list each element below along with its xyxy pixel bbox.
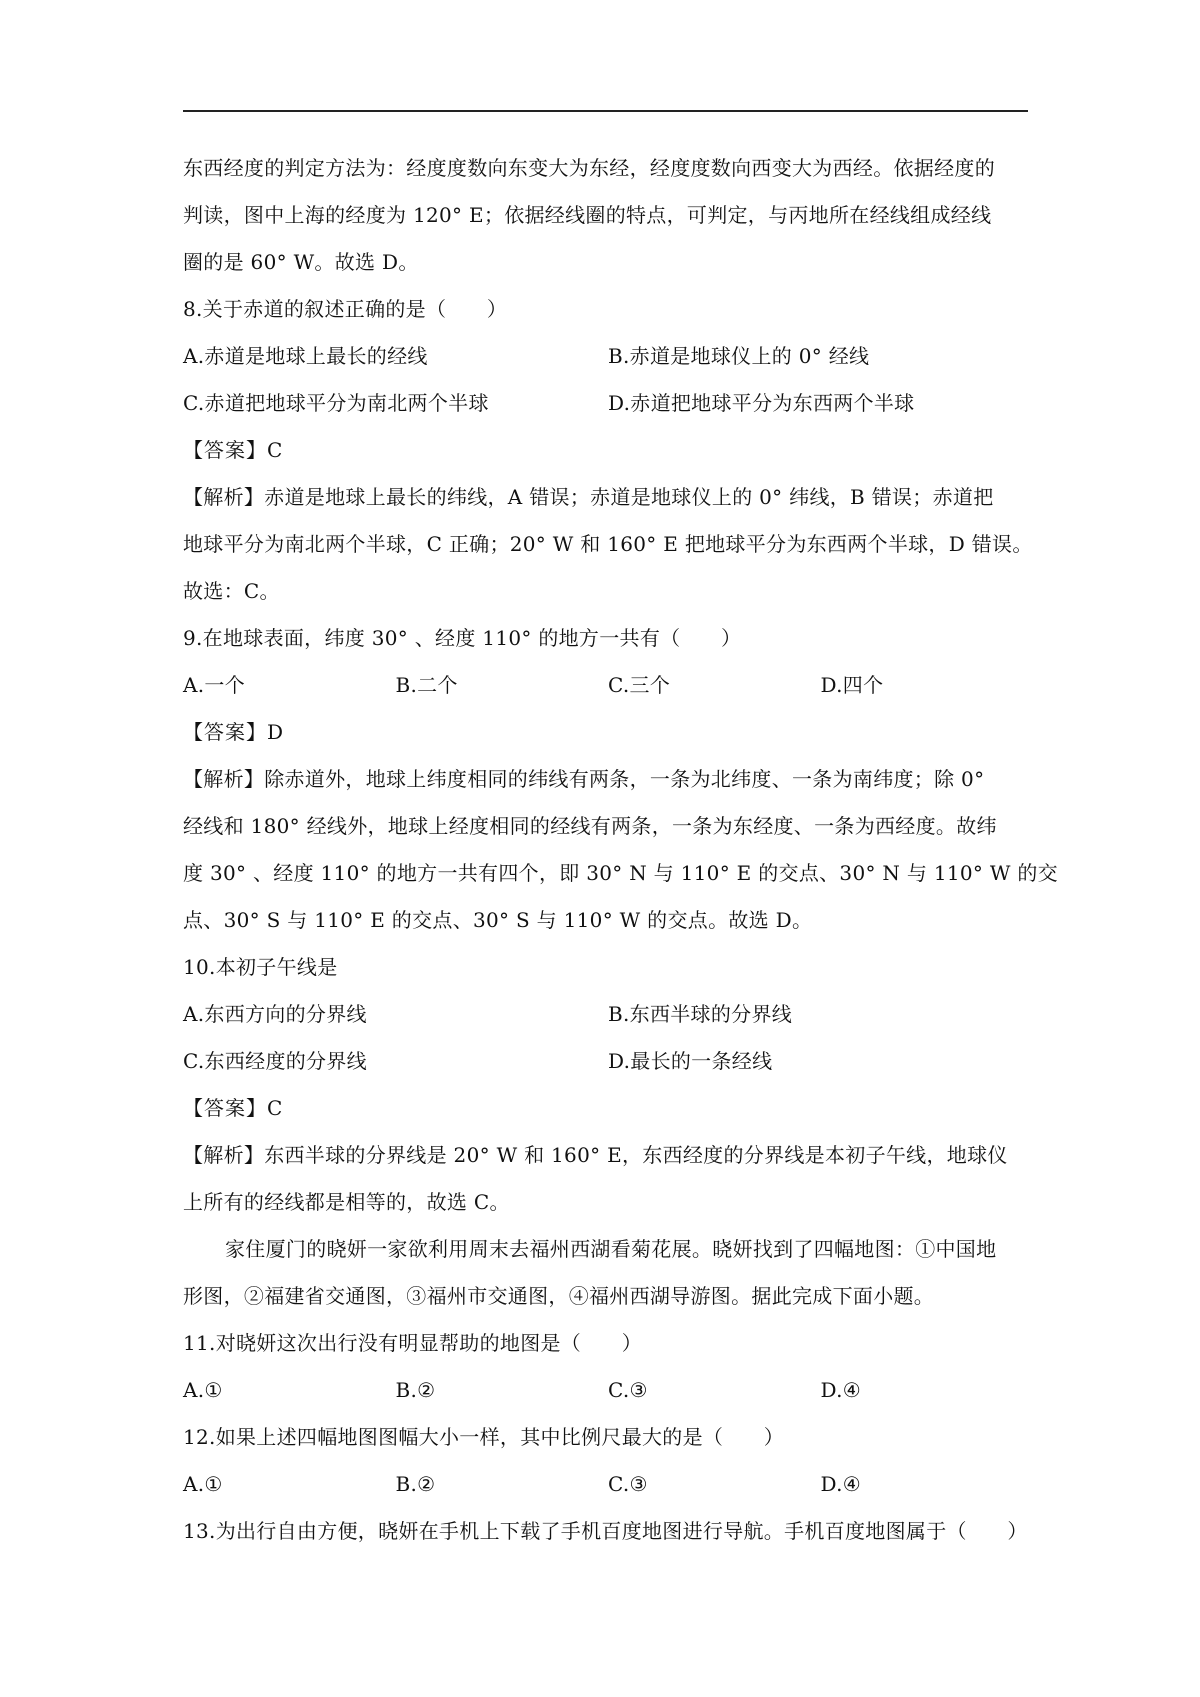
analysis-line: 上所有的经线都是相等的，故选 C。 (183, 1190, 510, 1214)
analysis-line: 故选：C。 (183, 579, 280, 603)
option-c: C.东西经度的分界线 (183, 1049, 367, 1073)
option-c: C.三个 (608, 673, 671, 697)
question-13 (183, 1508, 1033, 1555)
analysis-line: 【解析】东西半球的分界线是 20° W 和 160° E，东西经度的分界线是本初子午线，地球仪 (183, 1143, 1008, 1167)
answer-line: 【答案】C (183, 1096, 284, 1120)
option-a: A.一个 (183, 673, 246, 697)
question-9 (183, 615, 1058, 944)
option-b: B.二个 (395, 673, 458, 697)
option-a: A.① (183, 1378, 223, 1402)
document-body (183, 145, 1058, 1555)
option-c: C.③ (608, 1378, 648, 1402)
options-row (183, 1367, 1033, 1414)
passage-line: 家住厦门的晓妍一家欲利用周末去福州西湖看菊花展。晓妍找到了四幅地图：①中国地 (225, 1237, 997, 1261)
answer-line: 【答案】C (183, 438, 284, 462)
passage-line: 形图，②福建省交通图，③福州市交通图，④福州西湖导游图。据此完成下面小题。 (183, 1284, 935, 1308)
question-stem: 9.在地球表面，纬度 30° 、经度 110° 的地方一共有（ ） (183, 626, 742, 650)
reading-passage (183, 1226, 1033, 1320)
question-stem: 12.如果上述四幅地图图幅大小一样，其中比例尺最大的是（ ） (183, 1425, 785, 1449)
options-row (183, 991, 1033, 1038)
analysis-line: 【解析】赤道是地球上最长的纬线，A 错误；赤道是地球仪上的 0° 纬线，B 错误；赤道把 (183, 485, 994, 509)
option-c: C.③ (608, 1472, 648, 1496)
options-row (183, 1038, 1033, 1085)
header-rule (183, 110, 1028, 112)
option-b: B.② (395, 1472, 436, 1496)
intro-line: 圈的是 60° W。故选 D。 (183, 250, 419, 274)
option-d: D.④ (820, 1472, 862, 1496)
analysis-line: 点、30° S 与 110° E 的交点、30° S 与 110° W 的交点。故选 D。 (183, 908, 813, 932)
options-row (183, 333, 1033, 380)
answer-line: 【答案】D (183, 720, 285, 744)
question-10 (183, 944, 1033, 1226)
analysis-line: 【解析】除赤道外，地球上纬度相同的纬线有两条，一条为北纬度、一条为南纬度；除 0° (183, 767, 985, 791)
option-c: C.赤道把地球平分为南北两个半球 (183, 391, 489, 415)
intro-paragraph (183, 145, 1033, 286)
option-a: A.① (183, 1472, 223, 1496)
option-a: A.东西方向的分界线 (183, 1002, 367, 1026)
options-row (183, 662, 1033, 709)
option-a: A.赤道是地球上最长的经线 (183, 344, 428, 368)
option-b: B.赤道是地球仪上的 0° 经线 (608, 344, 870, 368)
option-d: D.四个 (820, 673, 884, 697)
option-d: D.赤道把地球平分为东西两个半球 (608, 391, 915, 415)
question-stem: 11.对晓妍这次出行没有明显帮助的地图是（ ） (183, 1331, 643, 1355)
analysis-line: 度 30° 、经度 110° 的地方一共有四个，即 30° N 与 110° E 的交点、30° N 与 110° W 的交 (183, 861, 1058, 885)
option-b: B.东西半球的分界线 (608, 1002, 793, 1026)
question-12 (183, 1414, 1033, 1508)
options-row (183, 1461, 1033, 1508)
intro-line: 东西经度的判定方法为：经度度数向东变大为东经，经度度数向西变大为西经。依据经度的 (183, 156, 995, 180)
option-b: B.② (395, 1378, 436, 1402)
option-d: D.最长的一条经线 (608, 1049, 773, 1073)
option-d: D.④ (820, 1378, 862, 1402)
question-11 (183, 1320, 1033, 1414)
question-stem: 10.本初子午线是 (183, 955, 338, 979)
intro-line: 判读，图中上海的经度为 120° E；依据经线圈的特点，可判定，与丙地所在经线组成经线 (183, 203, 992, 227)
analysis-line: 地球平分为南北两个半球，C 正确；20° W 和 160° E 把地球平分为东西两个半球，D 错误。 (183, 532, 1033, 556)
question-stem: 8.关于赤道的叙述正确的是（ ） (183, 297, 508, 321)
question-stem: 13.为出行自由方便，晓妍在手机上下载了手机百度地图进行导航。手机百度地图属于（ ） (183, 1519, 1028, 1543)
options-row (183, 380, 1033, 427)
analysis-line: 经线和 180° 经线外，地球上经度相同的经线有两条，一条为东经度、一条为西经度。故纬 (183, 814, 997, 838)
question-8 (183, 286, 1033, 615)
